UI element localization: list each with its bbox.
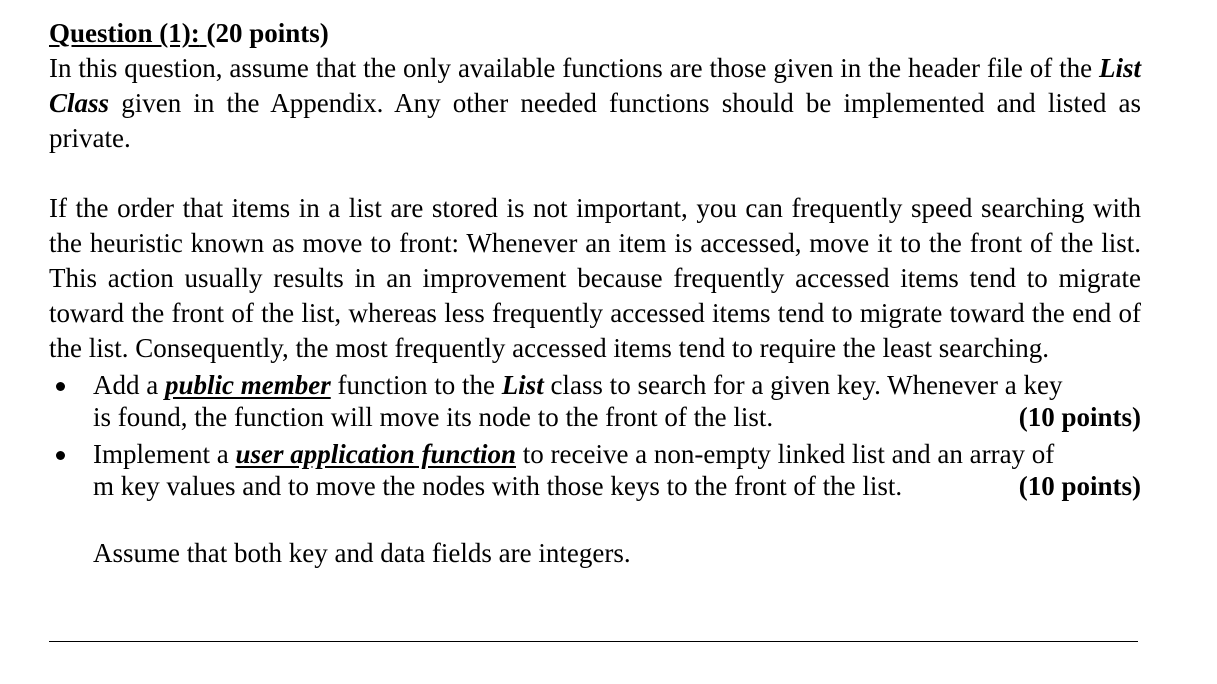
task-list [49,369,1141,502]
task-line-2 [93,401,1141,433]
question-number: Question (1): [49,18,200,48]
task-text: to receive a non-empty linked list and an array of [516,439,1055,469]
task-line-1 [93,438,1141,470]
task-item-user-application [49,438,1141,502]
heuristic-paragraph: If the order that items in a list are stored is not important, you can frequently speed searching with the heuristic known as move to front: Whenever an item is accessed, move it to the front of the list. This action usually results in an improvement because frequently accessed items tend to migrate toward the front of the list, whereas less frequently accessed items tend to migrate toward the end of the list. Consequently, the most frequently accessed items tend to require the least searching. [49,193,1141,363]
bullet-icon [56,382,65,391]
task-text: Add a [93,370,165,400]
task-text: m key values and to move the nodes with those keys to the front of the list. [93,471,903,501]
horizontal-divider [49,641,1138,642]
question-points: (20 points) [206,18,329,48]
task-text: function to the [330,370,502,400]
task-text: class to search for a given key. Whenever a key [543,370,1063,400]
task-text: is found, the function will move its node to the front of the list. [93,402,774,432]
intro-emphasis-list-class: List Class [49,53,1141,118]
task-points: (10 points) [1018,471,1141,501]
task-item-public-member [49,369,1141,433]
task-points: (10 points) [1018,402,1141,432]
intro-text-1: In this question, assume that the only available functions are those given in the header file of the [49,53,1099,83]
closing-note: Assume that both key and data fields are integers. [93,538,631,568]
task-line-1 [93,369,1141,401]
task-emphasis-list: List [501,370,544,400]
intro-text-2: given in the Appendix. Any other needed functions should be implemented and listed as private. [49,88,1141,153]
question-document [49,16,1141,571]
heading-space [200,18,207,48]
task-emphasis-public-member: public member [164,370,331,400]
task-text: Implement a [93,439,236,469]
task-line-2 [93,470,1141,502]
task-emphasis-user-application-function: user application function [235,439,516,469]
intro-paragraph [49,51,1141,156]
bullet-icon [56,451,65,460]
question-heading [49,16,1141,51]
